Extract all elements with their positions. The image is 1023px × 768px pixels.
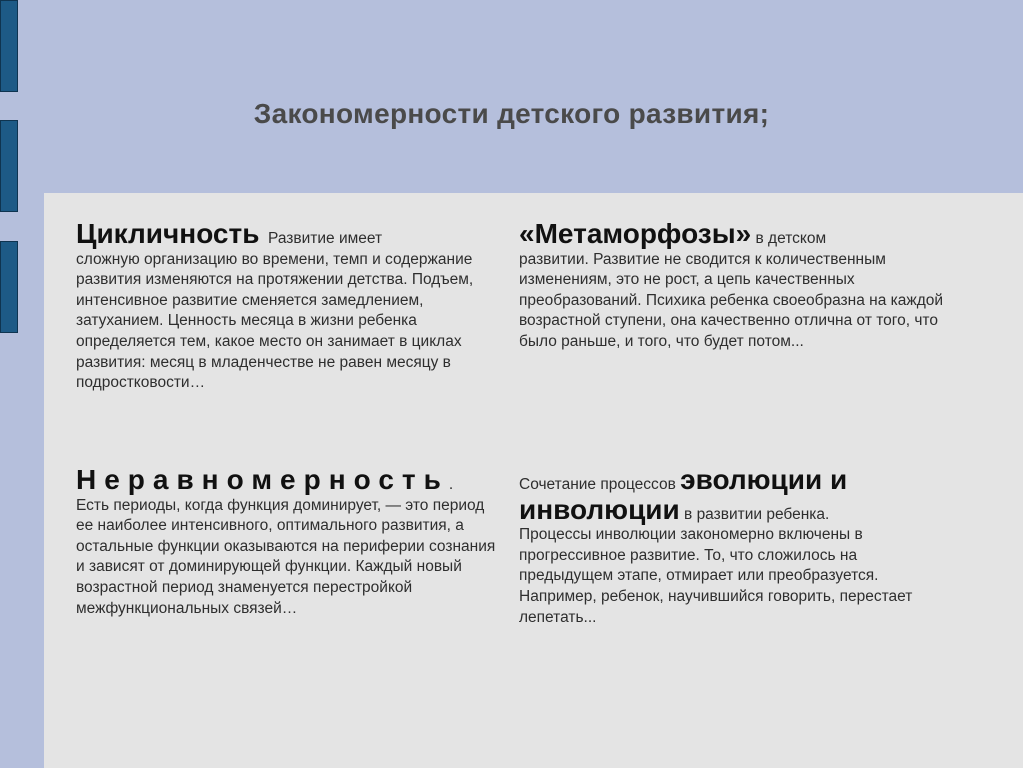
block-intro: Сочетание процессов [519, 476, 681, 493]
block-text: сложную организацию во времени, темп и содержание развития изменяются на протяжении детства. Подъем, интенсивное развитие сменяется замедлением, затуханием. Ценность месяца в жизни ребенка определяется тем, какое место он занимает в циклах развития: месяц в младенчестве не равен месяцу в подростковости… [76, 250, 474, 392]
decor-bar-1 [0, 0, 18, 92]
block-intro: Развитие имеет [259, 230, 383, 247]
decor-bar-3 [0, 241, 18, 333]
block-metamorphoses [519, 220, 959, 353]
block-heading: «Метаморфозы» [519, 218, 752, 249]
page-title: Закономерности детского развития; [253, 98, 770, 129]
block-cyclicity [76, 220, 496, 394]
block-intro: в детском [751, 230, 827, 247]
block-evolution [519, 466, 939, 628]
block-heading: эволюции и инволюции [519, 464, 848, 525]
block-unevenness [76, 466, 501, 619]
block-heading: Цикличность [76, 218, 260, 249]
block-text: Процессы инволюции закономерно включены в прогрессивное развитие. То, что сложилось на предыдущем этапе, отмирает или преобразуется. Например, ребенок, научившийся говорить, перестает лепетать... [519, 526, 913, 626]
block-text: развитии. Развитие не сводится к количественным изменениям, это не рост, а цепь качественных преобразований. Психика ребенка своеобразна на каждой возрастной ступени, она качественно отлична от того, что было раньше, и того, что будет потом... [519, 250, 944, 350]
block-heading-dot: . [448, 476, 454, 493]
block-text: Есть периоды, когда функция доминирует, — это период ее наиболее интенсивного, оптимального развития, а остальные функции оказываются на периферии сознания и зависят от доминирующей функции. Каждый новый возрастной период знаменуется перестройкой межфункциональных связей… [76, 496, 496, 617]
block-after-heading: в развитии ребенка. [679, 505, 830, 523]
block-heading: Неравномерность [76, 464, 449, 495]
decor-bar-2 [0, 120, 18, 212]
